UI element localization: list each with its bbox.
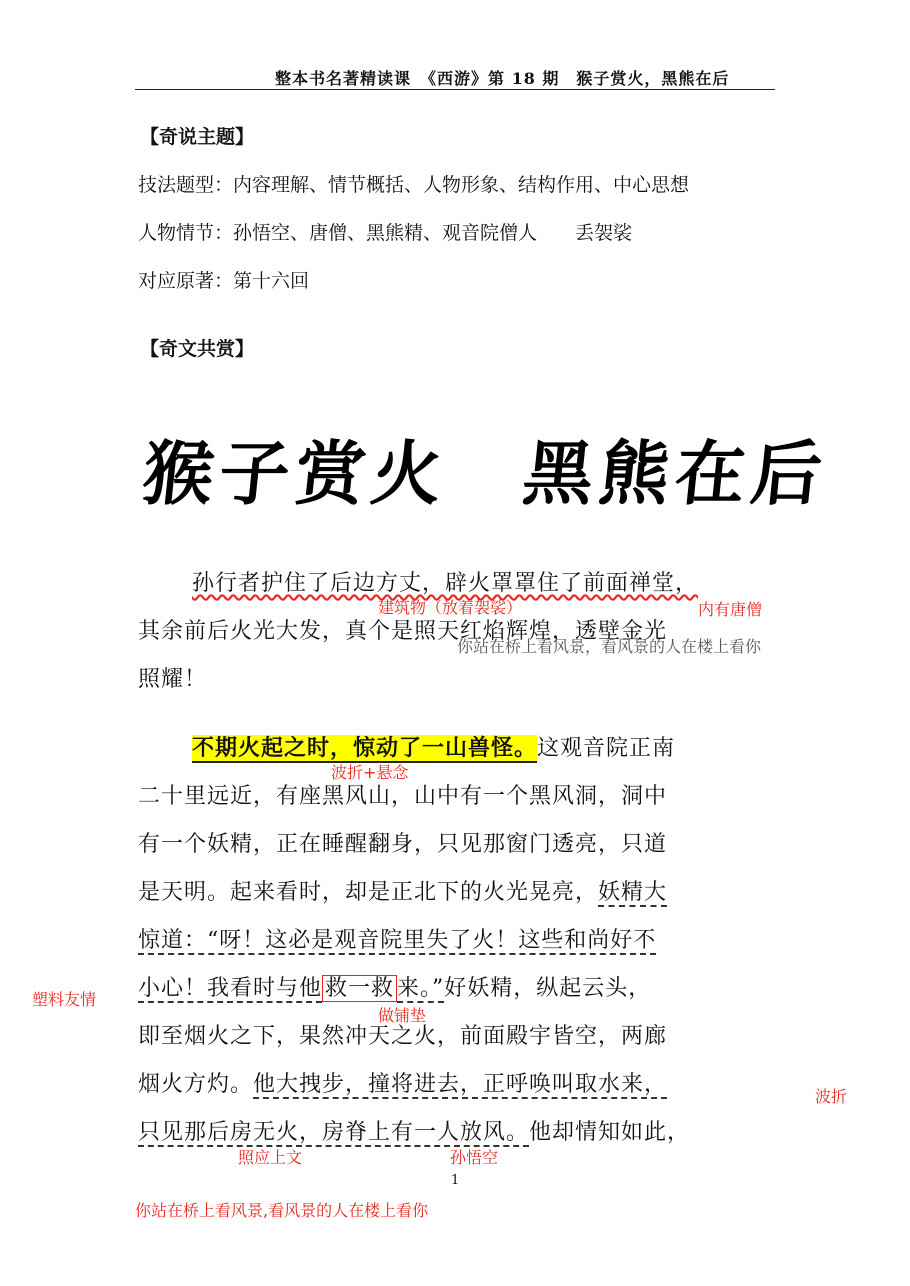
annotation-twist: 波折 [815,1087,848,1106]
page-number: 1 [451,1173,460,1188]
para-text: 好妖精，纵起云头， [444,976,652,1001]
boxed-text: 救一救 [322,975,397,1002]
paragraph-line [192,731,832,762]
dashed-text: 来。” [397,976,445,1001]
annotation-tangseng: 内有唐僧 [698,600,763,619]
appreciation-heading: 【奇文共赏】 [140,338,255,360]
paragraph-line [138,923,778,954]
theme-heading: 【奇说主题】 [140,126,255,148]
para-text: 烟火方灼。 [138,1072,254,1097]
paragraph-line: 二十里远近，有座黑风山，山中有一个黑风洞，洞中 [138,784,668,809]
dashed-text: 妖精大 [598,880,668,905]
techniques-line: 技法题型：内容理解、情节概括、人物形象、结构作用、中心思想 [138,174,690,196]
annotation-foreshadow: 做铺垫 [378,1006,427,1025]
annotation-echo: 照应上文 [238,1148,303,1167]
para-text: 这观音院正南 [537,736,676,761]
paragraph-line [138,1115,778,1146]
running-header: 整本书名著精读课 《西游》第 18 期 猴子赏火，黑熊在后 [275,69,730,88]
paragraph-line [138,971,778,1002]
paragraph-line: 有一个妖精，正在睡醒翻身，只见那窗门透亮，只道 [138,832,668,857]
chapter-line: 对应原著：第十六回 [138,270,310,292]
paragraph-line: 即至烟火之下，果然冲天之火，前面殿宇皆空，两廊 [138,1024,668,1049]
paragraph-line [138,1067,778,1098]
dashed-text: 惊道：“呀！这必是观音院里失了火！这些和尚好不 [138,928,657,953]
dashed-text: 小心！我看时与他 [138,976,323,1001]
annotation-building: 建筑物（放着袈裟） [378,598,523,617]
annotation-wukong: 孙悟空 [450,1148,499,1167]
annotation-plastic: 塑料友情 [32,990,97,1009]
paragraph-line [192,566,832,597]
paragraph-line [138,875,778,906]
annotation-twist-suspense: 波折+悬念 [331,763,409,782]
paragraph-line: 其余前后火光大发，真个是照天红焰辉煌，透壁金光 [138,619,668,644]
annotation-gray-quote: 你站在桥上看风景，看风景的人在楼上看你 [457,637,762,656]
dashed-text: 只见那后房无火，房脊上有一人放风。 [138,1120,530,1145]
calligraphy-title: 猴子赏火 黑熊在后 [139,432,832,515]
header-rule [135,89,775,90]
characters-line: 人物情节：孙悟空、唐僧、黑熊精、观音院僧人 丢袈裟 [138,222,633,244]
paragraph-line: 照耀！ [138,667,208,692]
para-text: 他却情知如此， [529,1120,691,1145]
highlighted-sentence: 不期火起之时，惊动了一山兽怪。 [192,735,538,761]
para-text: 是天明。起来看时，却是正北下的火光晃亮， [138,880,599,905]
annotation-bottom-quote: 你站在桥上看风景,看风景的人在楼上看你 [135,1201,429,1220]
para-text: 孙行者护住了后边方丈，辟火罩罩住了前面禅堂， [192,571,699,596]
dashed-text: 他大拽步，撞将进去，正呼唤叫取水来， [253,1072,668,1097]
